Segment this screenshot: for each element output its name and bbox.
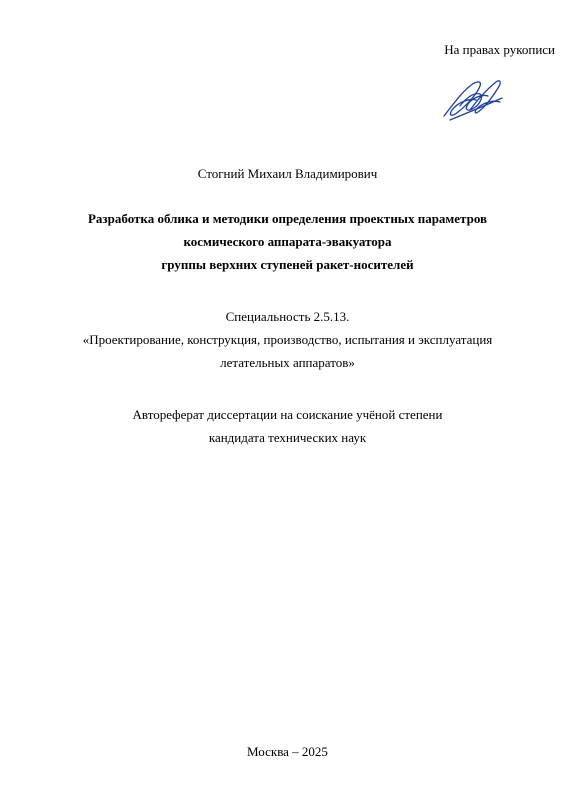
abstract-line: кандидата технических наук [208, 430, 367, 445]
dissertation-title [0, 207, 575, 276]
abstract-line: Автореферат диссертации на соискание учёной степени [132, 407, 443, 422]
city-year [0, 740, 575, 763]
title-line: космического аппарата-эвакуатора [183, 234, 392, 249]
author-name [0, 162, 575, 185]
specialty-line: Специальность 2.5.13. [225, 309, 350, 324]
specialty-line: летательных аппаратов» [220, 355, 355, 370]
author-name-text: Стогний Михаил Владимирович [197, 166, 378, 181]
city-year-text: Москва – 2025 [247, 744, 328, 759]
signature-icon [440, 76, 506, 122]
rights-notice: На правах рукописи [444, 42, 555, 57]
specialty-line: «Проектирование, конструкция, производство, испытания и эксплуатация [82, 332, 493, 347]
title-line: группы верхних ступеней ракет-носителей [161, 257, 414, 272]
abstract-description [0, 403, 575, 449]
specialty-block [0, 305, 575, 374]
title-line: Разработка облика и методики определения проектных параметров [87, 211, 488, 226]
